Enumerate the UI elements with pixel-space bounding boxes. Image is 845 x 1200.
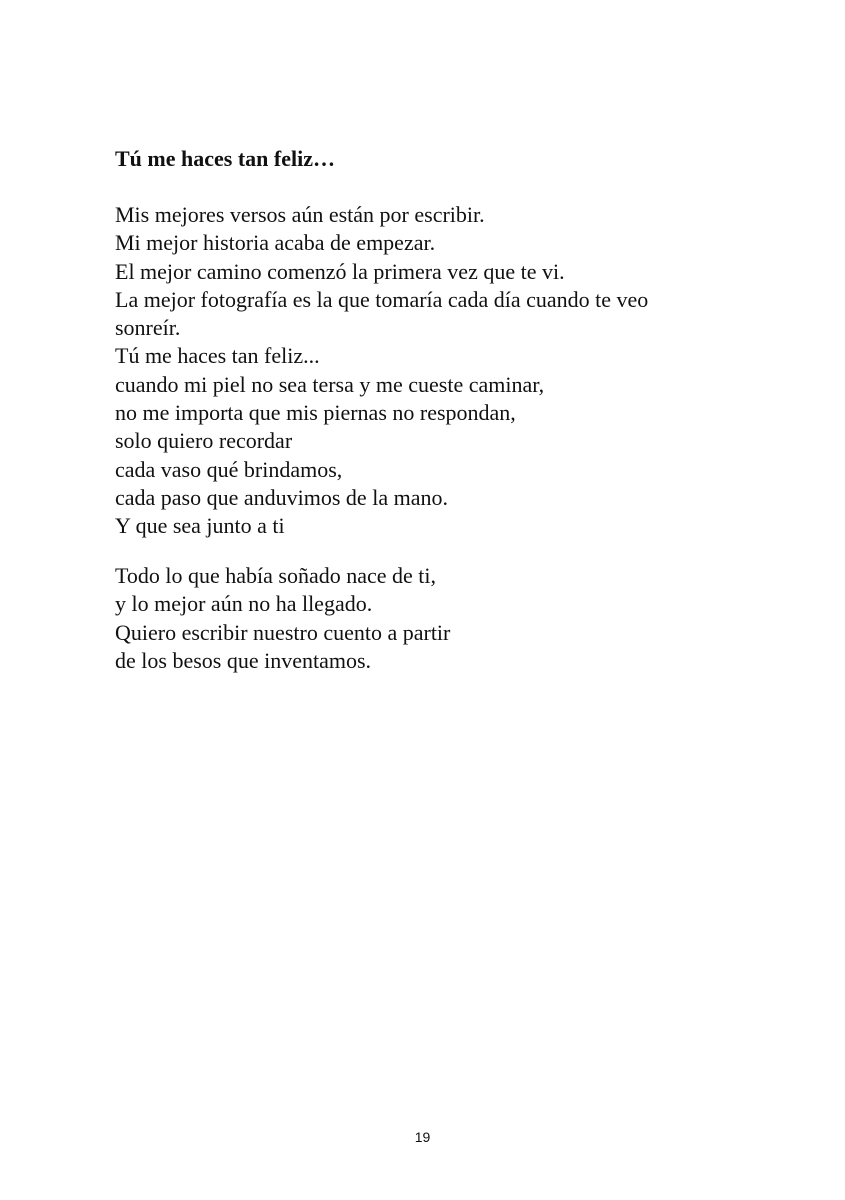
poem-line: La mejor fotografía es la que tomaría cada día cuando te veo bbox=[115, 286, 649, 312]
poem-title: Tú me haces tan feliz… bbox=[115, 146, 335, 171]
poem-line: de los besos que inventamos. bbox=[115, 647, 372, 673]
poem-line: Todo lo que había soñado nace de ti, bbox=[115, 563, 437, 588]
poem-line: Y que sea junto a ti bbox=[115, 513, 285, 539]
poem-line: Mi mejor historia acaba de empezar. bbox=[115, 230, 436, 256]
poem-line: Tú me haces tan feliz... bbox=[115, 343, 320, 369]
poem-line: y lo mejor aún no ha llegado. bbox=[115, 591, 373, 617]
poem-line: cada vaso qué brindamos, bbox=[115, 456, 343, 482]
poem-line: Quiero escribir nuestro cuento a partir bbox=[115, 619, 451, 645]
poem-line: cuando mi piel no sea tersa y me cueste caminar, bbox=[115, 371, 545, 397]
poem-line: El mejor camino comenzó la primera vez que te vi. bbox=[115, 258, 565, 284]
poem-line: Mis mejores versos aún están por escribir. bbox=[115, 202, 485, 227]
poem-line: cada paso que anduvimos de la mano. bbox=[115, 484, 448, 510]
poem-line: sonreír. bbox=[115, 315, 181, 341]
poem-stanza-1 bbox=[115, 201, 648, 541]
page-number: 19 bbox=[414, 1129, 431, 1145]
poem-line: no me importa que mis piernas no respondan, bbox=[115, 400, 516, 426]
poem-line: solo quiero recordar bbox=[115, 428, 293, 454]
poem-stanza-2 bbox=[115, 562, 450, 675]
